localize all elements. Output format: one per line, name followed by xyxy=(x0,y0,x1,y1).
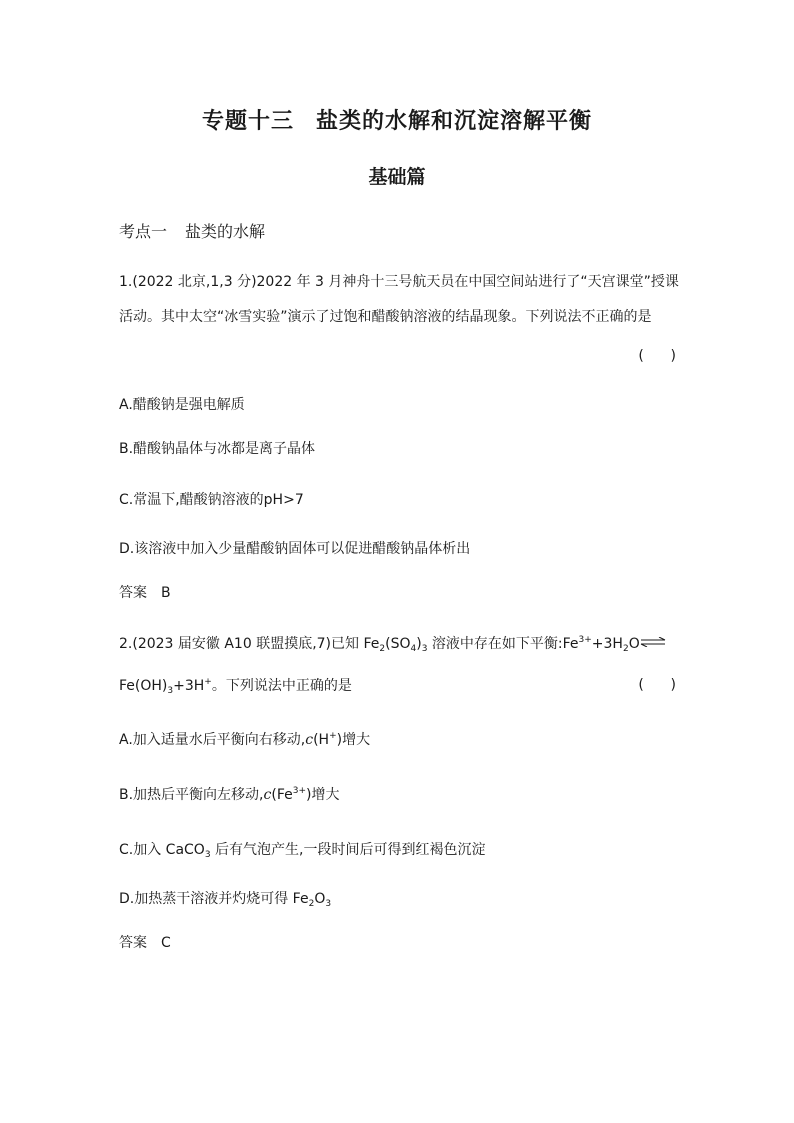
title-topic-name: 盐类的水解和沉淀溶解平衡 xyxy=(316,109,593,134)
q1-answer-label: 答案 xyxy=(119,585,147,601)
q2-option-a: A.加入适量水后平衡向右移动,c(H+)增大 xyxy=(119,731,371,748)
q2-stem-line1: 2.(2023 届安徽 A10 联盟摸底,7)已知 $Fe_2(SO_4)_3$ 溶液中存在如下平衡$:Fe^{3+}+3H_2O$ xyxy=(119,635,666,653)
q2-answer-blank: ( ) xyxy=(638,677,676,693)
title-topic-number: 专题十三 xyxy=(201,109,294,134)
q2-answer-label: 答案 xyxy=(119,935,147,951)
section-label: 考点一 xyxy=(119,222,168,241)
q2-option-c: C.加入 CaCO$_3$ 后有气泡产生,一段时间后可得到红褐色沉淀 xyxy=(119,842,486,860)
q2-option-d: D.加热蒸干溶液并灼烧可得 $Fe_2O_3$ xyxy=(119,891,332,909)
q2-answer xyxy=(119,934,171,952)
q1-answer xyxy=(119,584,171,602)
q1-option-d: D.该溶液中加入少量醋酸钠固体可以促进醋酸钠晶体析出 xyxy=(119,541,471,557)
q2-option-b: B.加热后平衡向左移动$,c(Fe^{3+})$增大 xyxy=(119,786,340,803)
section-title: 盐类的水解 xyxy=(185,222,266,241)
q1-answer-blank: ( ) xyxy=(638,348,676,364)
equilibrium-arrow-icon xyxy=(640,637,666,647)
page-title xyxy=(0,104,794,135)
section-heading xyxy=(119,219,265,242)
q1-option-c: C.常温下,醋酸钠溶液的pH>7 xyxy=(119,492,304,508)
q1-stem-line2: 活动。其中太空“冰雪实验”演示了过饱和醋酸钠溶液的结晶现象。下列说法不正确的是 xyxy=(119,309,652,325)
q2-stem-line2: $Fe(OH)_3+3H^+$。下列说法中正确的是 xyxy=(119,677,352,696)
q1-stem-line1: 1.(2022 北京,1,3 分)2022 年 3 月神舟十三号航天员在中国空间站进行了“天宫课堂”授课 xyxy=(119,274,679,290)
q1-answer-value: B xyxy=(161,585,171,601)
page-subtitle: 基础篇 xyxy=(368,166,426,188)
q1-option-b: B.醋酸钠晶体与冰都是离子晶体 xyxy=(119,441,316,457)
q2-answer-value: C xyxy=(161,935,171,951)
q1-option-a: A.醋酸钠是强电解质 xyxy=(119,397,245,413)
